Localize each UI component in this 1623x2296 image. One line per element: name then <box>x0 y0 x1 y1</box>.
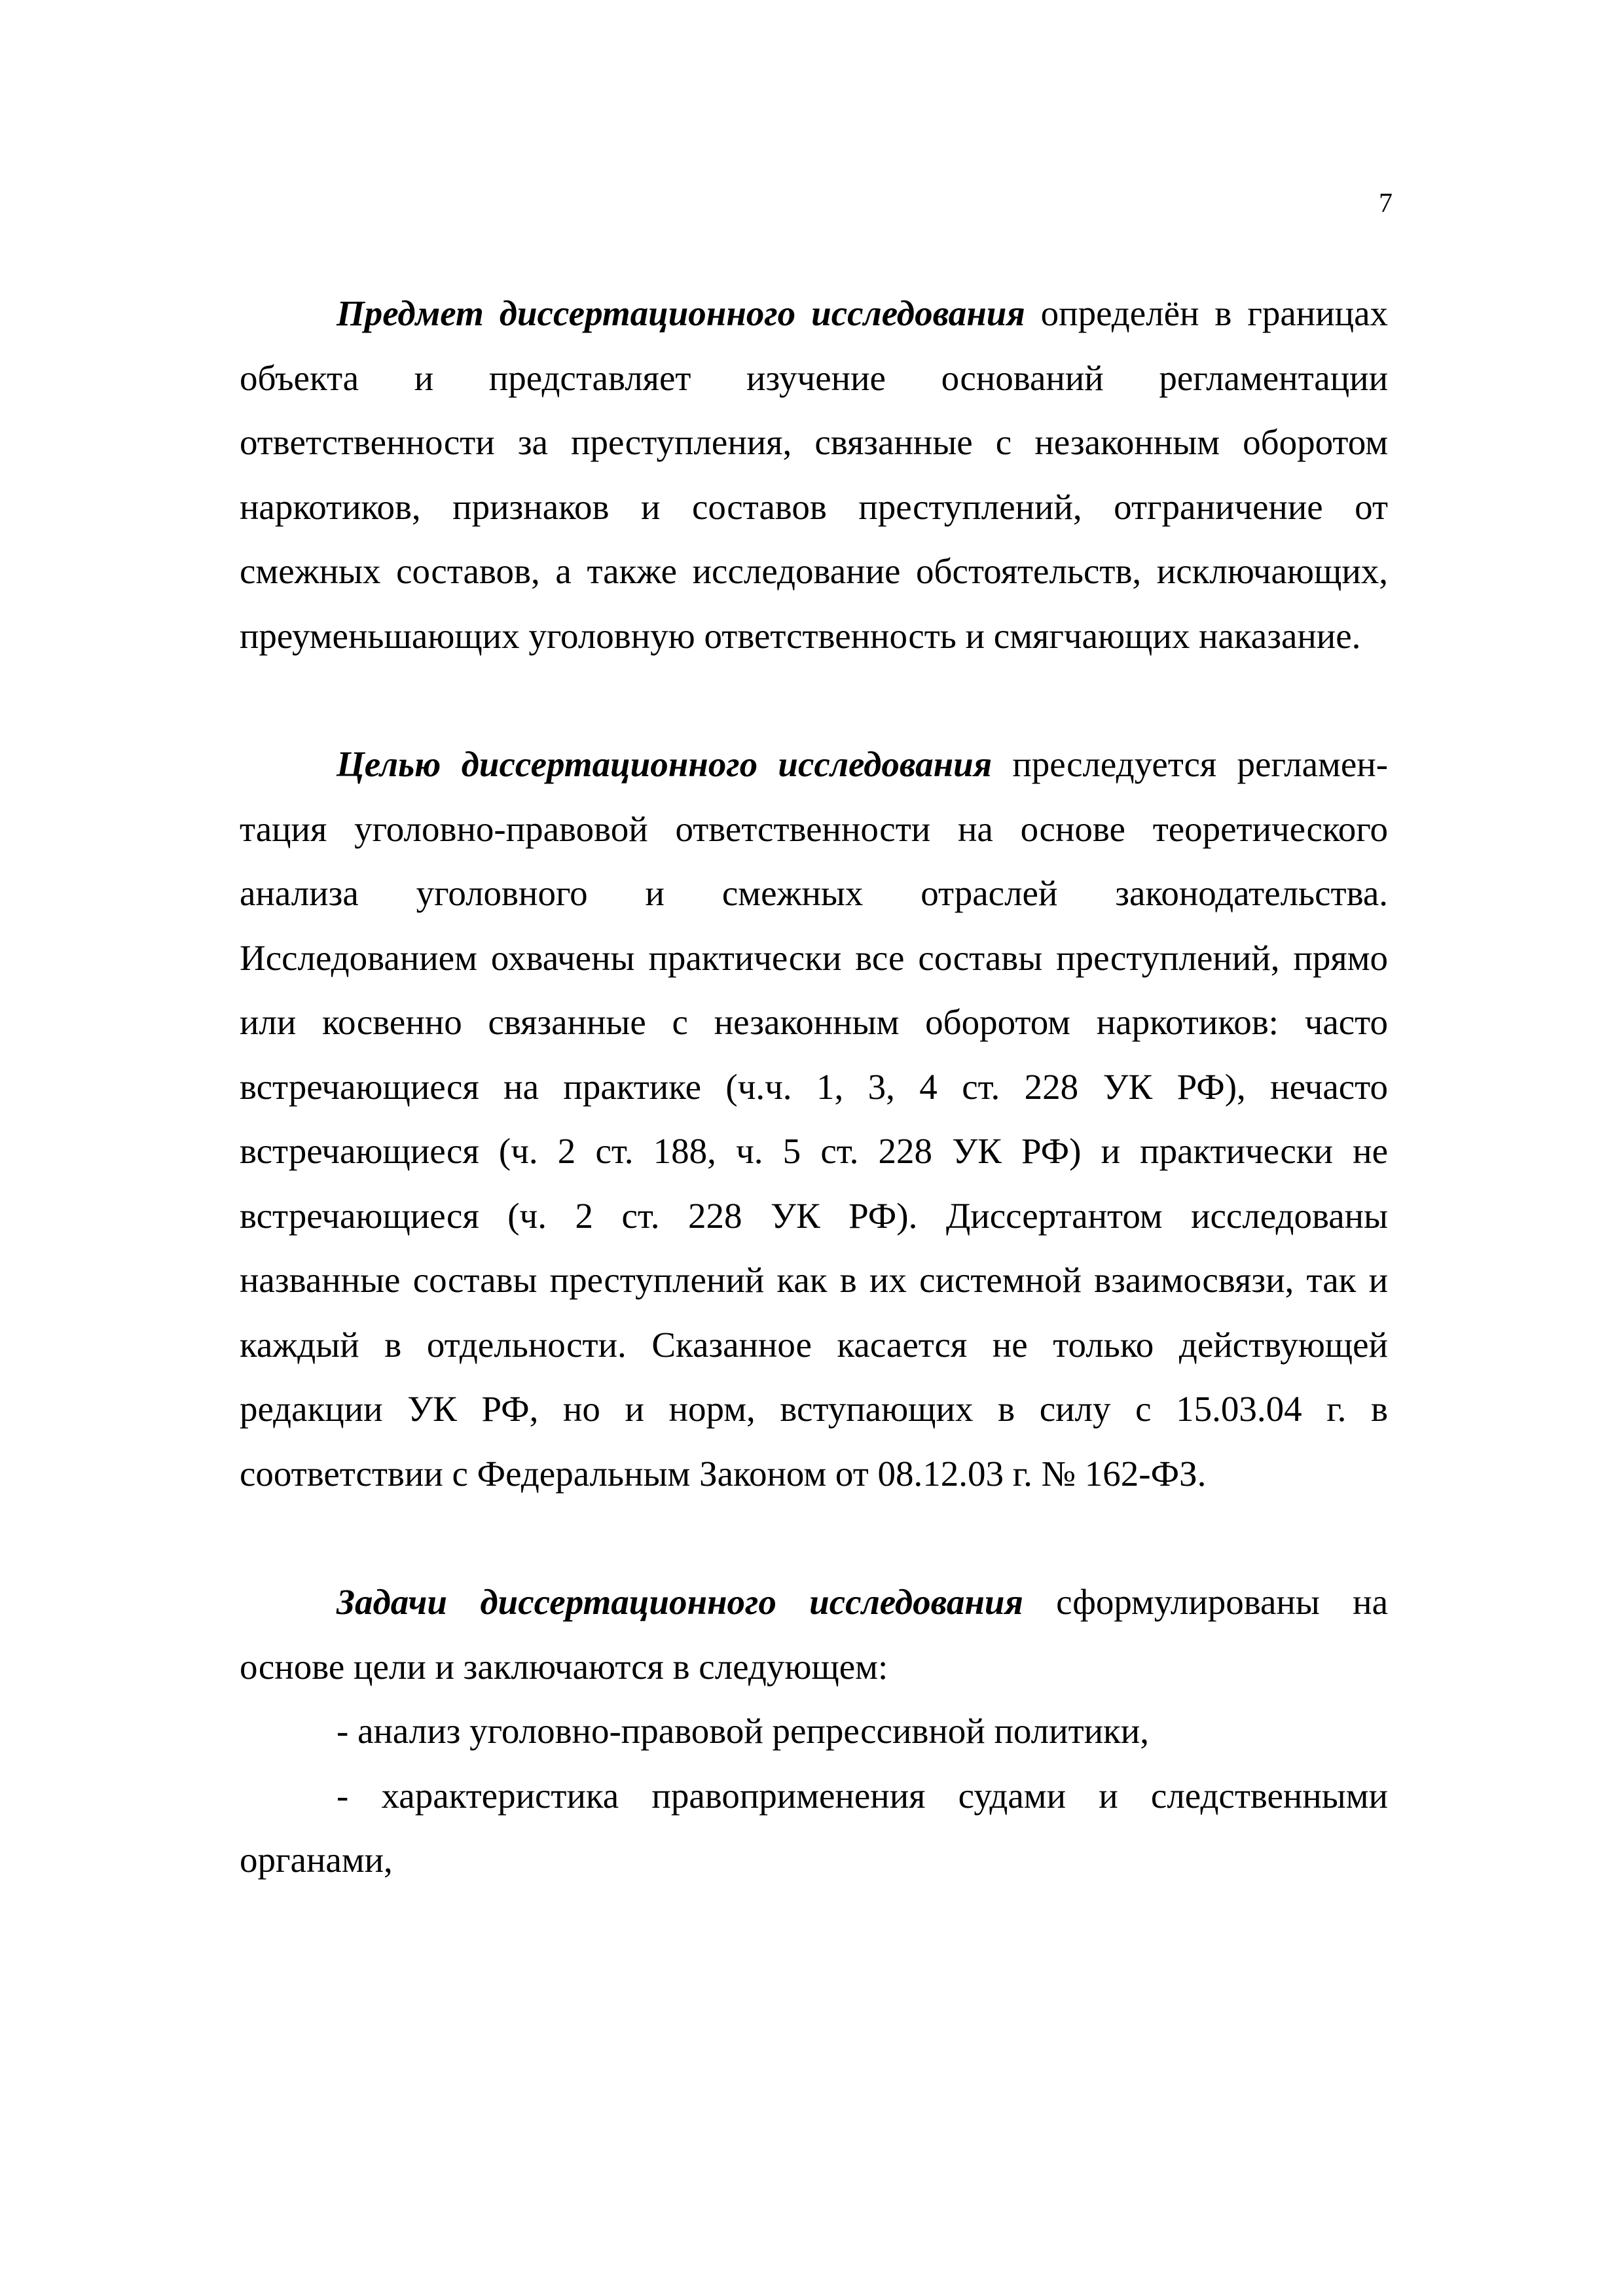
tasks-term: Задачи диссертационного исследования <box>337 1582 1023 1622</box>
task-list-item: - характеристика правоприменения судами и следственными органами, <box>240 1775 1388 1880</box>
task-list-item: - анализ уголовно-правовой репрессивной политики, <box>337 1711 1149 1751</box>
goal-term: Целью диссертационного исследования <box>337 744 993 784</box>
tasks-text: сформулированы на основе цели и заключаются в следующем: <box>240 1582 1388 1687</box>
subject-text: определён в границах объекта и представляет изучение оснований регламентации ответственности за преступления, связанные с незаконным оборотом наркотиков, признаков и составов преступлений, отграничение от смежных составов, а также исследование обстоятельств, исключающих, преуменьшающих уголовную ответственность и смягчающих наказание. <box>240 293 1388 656</box>
subject-paragraph <box>240 281 1388 668</box>
page-number: 7 <box>1379 188 1393 219</box>
goal-text: преследуется регламентация уголовно-правовой ответственности на основе теоретического анализа уголовного и смежных отраслей законодательства. Исследованием охвачены практически все составы преступлений, прямо или косвенно связанные с незаконным оборотом наркотиков: часто встречающиеся на практике (ч.ч. 1, 3, 4 ст. 228 УК РФ), нечасто встречающиеся (ч. 2 ст. 188, ч. 5 ст. 228 УК РФ) и практически не встречающиеся (ч. 2 ст. 228 УК РФ). Диссертантом исследованы названные составы преступлений как в их системной взаимосвязи, так и каждый в отдельности. Сказанное касается не только действующей редакции УК РФ, но и норм, вступающих в силу с 15.03.04 г. в соответствии с Федеральным Законом от 08.12.03 г. № 162-ФЗ. <box>240 744 1389 1494</box>
tasks-paragraph <box>240 1570 1388 1699</box>
goal-paragraph <box>240 732 1388 1506</box>
document-body <box>240 281 1388 1893</box>
subject-term: Предмет диссертационного исследования <box>337 293 1025 333</box>
